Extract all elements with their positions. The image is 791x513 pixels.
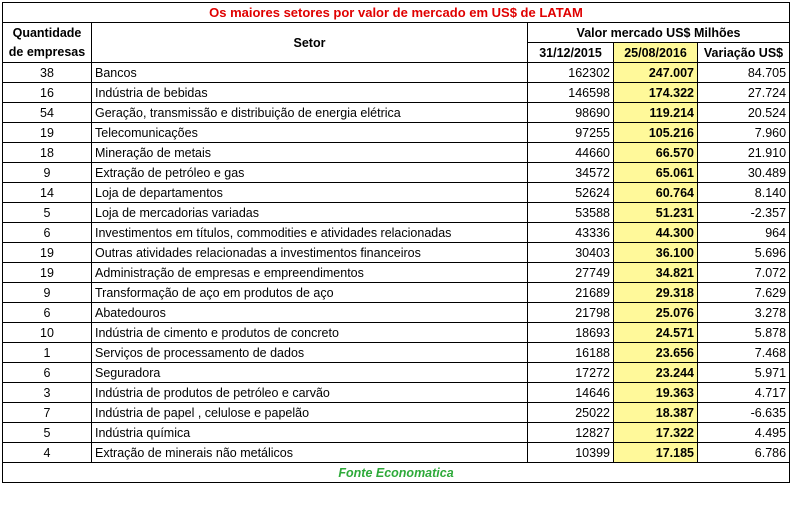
cell-2016: 174.322 xyxy=(614,83,698,103)
table-row xyxy=(3,403,790,423)
cell-2015: 21689 xyxy=(528,283,614,303)
header-setor: Setor xyxy=(92,23,528,63)
cell-setor: Indústria de papel , celulose e papelão xyxy=(92,403,528,423)
cell-quantidade: 6 xyxy=(3,223,92,243)
header-2015: 31/12/2015 xyxy=(528,43,614,63)
table-row xyxy=(3,83,790,103)
cell-2016: 119.214 xyxy=(614,103,698,123)
cell-quantidade: 19 xyxy=(3,123,92,143)
cell-quantidade: 4 xyxy=(3,443,92,463)
header-quantidade xyxy=(3,23,92,63)
cell-2016: 17.322 xyxy=(614,423,698,443)
cell-setor: Investimentos em títulos, commodities e atividades relacionadas xyxy=(92,223,528,243)
cell-variacao: -6.635 xyxy=(698,403,790,423)
cell-setor: Bancos xyxy=(92,63,528,83)
cell-2015: 43336 xyxy=(528,223,614,243)
cell-variacao: 21.910 xyxy=(698,143,790,163)
table-body xyxy=(3,63,790,463)
cell-variacao: 4.495 xyxy=(698,423,790,443)
cell-2015: 25022 xyxy=(528,403,614,423)
cell-2015: 18693 xyxy=(528,323,614,343)
cell-quantidade: 9 xyxy=(3,163,92,183)
table-row xyxy=(3,283,790,303)
table-row xyxy=(3,203,790,223)
cell-2015: 97255 xyxy=(528,123,614,143)
cell-variacao: 20.524 xyxy=(698,103,790,123)
cell-quantidade: 54 xyxy=(3,103,92,123)
table-row xyxy=(3,383,790,403)
cell-2015: 14646 xyxy=(528,383,614,403)
cell-quantidade: 1 xyxy=(3,343,92,363)
cell-2015: 21798 xyxy=(528,303,614,323)
cell-2016: 247.007 xyxy=(614,63,698,83)
table-row xyxy=(3,303,790,323)
table-row xyxy=(3,163,790,183)
cell-quantidade: 14 xyxy=(3,183,92,203)
cell-quantidade: 6 xyxy=(3,303,92,323)
cell-2015: 30403 xyxy=(528,243,614,263)
table-row xyxy=(3,343,790,363)
cell-2015: 12827 xyxy=(528,423,614,443)
cell-2015: 17272 xyxy=(528,363,614,383)
cell-2016: 25.076 xyxy=(614,303,698,323)
cell-2016: 34.821 xyxy=(614,263,698,283)
header-variacao: Variação US$ xyxy=(698,43,790,63)
cell-setor: Serviços de processamento de dados xyxy=(92,343,528,363)
cell-2016: 36.100 xyxy=(614,243,698,263)
cell-setor: Indústria de produtos de petróleo e carvão xyxy=(92,383,528,403)
table-row xyxy=(3,183,790,203)
cell-variacao: -2.357 xyxy=(698,203,790,223)
cell-quantidade: 10 xyxy=(3,323,92,343)
header-quantidade-line1: Quantidade xyxy=(12,25,82,40)
cell-quantidade: 18 xyxy=(3,143,92,163)
cell-variacao: 5.971 xyxy=(698,363,790,383)
table-row xyxy=(3,243,790,263)
cell-variacao: 5.696 xyxy=(698,243,790,263)
cell-variacao: 964 xyxy=(698,223,790,243)
header-2016: 25/08/2016 xyxy=(614,43,698,63)
table-row xyxy=(3,423,790,443)
table-row xyxy=(3,323,790,343)
cell-variacao: 8.140 xyxy=(698,183,790,203)
cell-quantidade: 19 xyxy=(3,263,92,283)
cell-setor: Indústria de bebidas xyxy=(92,83,528,103)
cell-2015: 10399 xyxy=(528,443,614,463)
cell-variacao: 5.878 xyxy=(698,323,790,343)
header-quantidade-line2: de empresas xyxy=(8,44,86,59)
cell-setor: Outras atividades relacionadas a investimentos financeiros xyxy=(92,243,528,263)
table-row xyxy=(3,223,790,243)
cell-setor: Extração de minerais não metálicos xyxy=(92,443,528,463)
cell-2016: 65.061 xyxy=(614,163,698,183)
cell-variacao: 6.786 xyxy=(698,443,790,463)
cell-2016: 24.571 xyxy=(614,323,698,343)
title-row xyxy=(3,3,790,23)
cell-setor: Loja de departamentos xyxy=(92,183,528,203)
cell-2015: 53588 xyxy=(528,203,614,223)
table-row xyxy=(3,443,790,463)
cell-2015: 146598 xyxy=(528,83,614,103)
cell-2016: 23.656 xyxy=(614,343,698,363)
market-value-table xyxy=(2,2,790,483)
cell-variacao: 84.705 xyxy=(698,63,790,83)
cell-setor: Mineração de metais xyxy=(92,143,528,163)
table-row xyxy=(3,103,790,123)
cell-2015: 162302 xyxy=(528,63,614,83)
cell-quantidade: 19 xyxy=(3,243,92,263)
cell-2016: 29.318 xyxy=(614,283,698,303)
cell-quantidade: 3 xyxy=(3,383,92,403)
cell-2016: 19.363 xyxy=(614,383,698,403)
cell-setor: Loja de mercadorias variadas xyxy=(92,203,528,223)
cell-2015: 34572 xyxy=(528,163,614,183)
cell-variacao: 3.278 xyxy=(698,303,790,323)
header-row-1 xyxy=(3,23,790,43)
table-row xyxy=(3,123,790,143)
cell-quantidade: 38 xyxy=(3,63,92,83)
cell-setor: Abatedouros xyxy=(92,303,528,323)
cell-setor: Telecomunicações xyxy=(92,123,528,143)
table-row xyxy=(3,63,790,83)
cell-setor: Indústria de cimento e produtos de concreto xyxy=(92,323,528,343)
cell-2016: 66.570 xyxy=(614,143,698,163)
cell-variacao: 7.072 xyxy=(698,263,790,283)
cell-quantidade: 7 xyxy=(3,403,92,423)
cell-setor: Extração de petróleo e gas xyxy=(92,163,528,183)
cell-quantidade: 5 xyxy=(3,203,92,223)
cell-variacao: 7.960 xyxy=(698,123,790,143)
cell-quantidade: 5 xyxy=(3,423,92,443)
cell-setor: Geração, transmissão e distribuição de energia elétrica xyxy=(92,103,528,123)
cell-2016: 44.300 xyxy=(614,223,698,243)
cell-quantidade: 16 xyxy=(3,83,92,103)
cell-variacao: 7.629 xyxy=(698,283,790,303)
cell-2016: 60.764 xyxy=(614,183,698,203)
cell-2016: 105.216 xyxy=(614,123,698,143)
cell-variacao: 30.489 xyxy=(698,163,790,183)
table-row xyxy=(3,143,790,163)
table-title: Os maiores setores por valor de mercado em US$ de LATAM xyxy=(3,3,790,23)
table-row xyxy=(3,363,790,383)
cell-setor: Administração de empresas e empreendimentos xyxy=(92,263,528,283)
cell-variacao: 4.717 xyxy=(698,383,790,403)
cell-2015: 52624 xyxy=(528,183,614,203)
cell-setor: Indústria química xyxy=(92,423,528,443)
cell-2016: 23.244 xyxy=(614,363,698,383)
cell-quantidade: 6 xyxy=(3,363,92,383)
source-row xyxy=(3,463,790,483)
table-row xyxy=(3,263,790,283)
cell-2015: 27749 xyxy=(528,263,614,283)
cell-2016: 51.231 xyxy=(614,203,698,223)
source-note: Fonte Economatica xyxy=(3,463,790,483)
cell-2015: 98690 xyxy=(528,103,614,123)
cell-setor: Transformação de aço em produtos de aço xyxy=(92,283,528,303)
cell-2016: 18.387 xyxy=(614,403,698,423)
cell-variacao: 7.468 xyxy=(698,343,790,363)
cell-setor: Seguradora xyxy=(92,363,528,383)
cell-2016: 17.185 xyxy=(614,443,698,463)
header-valor-mercado: Valor mercado US$ Milhões xyxy=(528,23,790,43)
cell-2015: 44660 xyxy=(528,143,614,163)
cell-variacao: 27.724 xyxy=(698,83,790,103)
cell-quantidade: 9 xyxy=(3,283,92,303)
cell-2015: 16188 xyxy=(528,343,614,363)
